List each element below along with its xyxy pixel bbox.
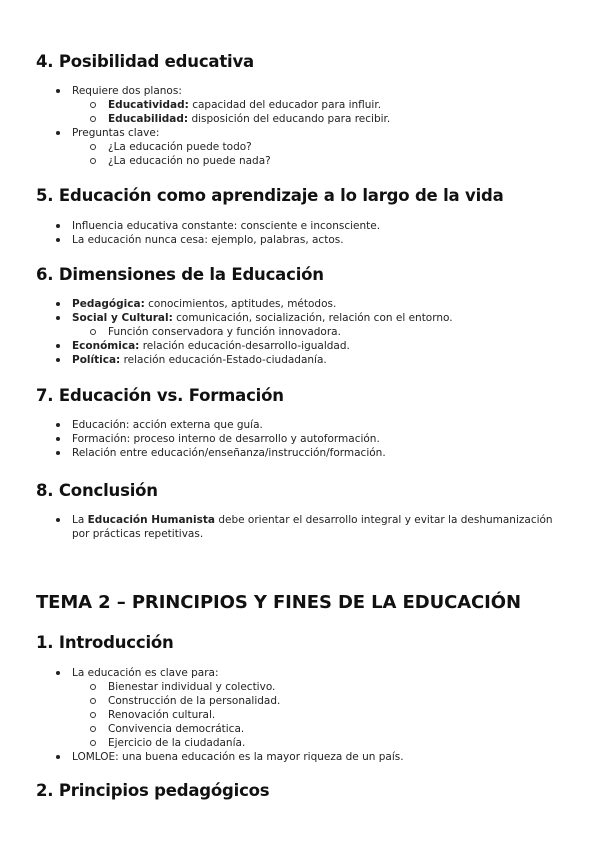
bullet-icon: [56, 238, 60, 242]
circle-bullet-icon: [90, 116, 96, 122]
term-label: Educación Humanista: [87, 514, 215, 526]
bullet-icon: [56, 423, 60, 427]
term-text: capacidad del educador para influir.: [188, 99, 382, 111]
list-item-continuation: por prácticas repetitivas.: [72, 528, 204, 540]
bullet-icon: [56, 437, 60, 441]
sub-list-item-text: ¿La educación puede todo?: [108, 141, 252, 153]
term-text: debe orientar el desarrollo integral y evitar la deshumanización: [214, 514, 553, 526]
circle-bullet-icon: [90, 158, 96, 164]
circle-bullet-icon: [90, 726, 96, 732]
sub-list-item-text: Ejercicio de la ciudadanía.: [108, 737, 246, 749]
term-text: relación educación-Estado-ciudadanía.: [120, 354, 327, 366]
bullet-icon: [56, 344, 60, 348]
text-prefix: La: [72, 514, 88, 526]
sub-list-item-text: Convivencia democrática.: [108, 723, 245, 735]
term-label: Educabilidad:: [108, 113, 189, 125]
list-item-text: Educación: acción externa que guía.: [72, 419, 263, 431]
circle-bullet-icon: [90, 329, 96, 335]
list-item-text: Formación: proceso interno de desarrollo y autoformación.: [72, 433, 380, 445]
bullet-icon: [56, 89, 60, 93]
sub-list-item-text: Bienestar individual y colectivo.: [108, 681, 276, 693]
section-4-heading: 4. Posibilidad educativa: [36, 52, 254, 71]
term-text: disposición del educando para recibir.: [188, 113, 391, 125]
term-text: conocimientos, aptitudes, métodos.: [144, 298, 337, 310]
bullet-icon: [56, 224, 60, 228]
section-8-heading: 8. Conclusión: [36, 481, 158, 500]
term-label: Social y Cultural:: [72, 312, 173, 324]
bullet-icon: [56, 451, 60, 455]
tema2-section-2-heading: 2. Principios pedagógicos: [36, 781, 270, 800]
bullet-icon: [56, 518, 60, 522]
list-item-text: Influencia educativa constante: consciente e inconsciente.: [72, 220, 381, 232]
list-item-text: Relación entre educación/enseñanza/instrucción/formación.: [72, 447, 386, 459]
list-item-text: La educación es clave para:: [72, 667, 219, 679]
bullet-icon: [56, 755, 60, 759]
section-6-heading: 6. Dimensiones de la Educación: [36, 265, 324, 284]
term-label: Pedagógica:: [72, 298, 145, 310]
tema2-section-1-heading: 1. Introducción: [36, 633, 174, 652]
circle-bullet-icon: [90, 102, 96, 108]
term-label: Política:: [72, 354, 121, 366]
circle-bullet-icon: [90, 712, 96, 718]
list-item-text: La educación nunca cesa: ejemplo, palabras, actos.: [72, 234, 344, 246]
bullet-icon: [56, 316, 60, 320]
sub-list-item-text: Función conservadora y función innovadora.: [108, 326, 341, 338]
tema-2-title: TEMA 2 – PRINCIPIOS Y FINES DE LA EDUCACIÓN: [36, 592, 521, 613]
sub-list-item-text: Construcción de la personalidad.: [108, 695, 281, 707]
term-label: Educatividad:: [108, 99, 189, 111]
circle-bullet-icon: [90, 698, 96, 704]
circle-bullet-icon: [90, 740, 96, 746]
list-item-text: Preguntas clave:: [72, 127, 160, 139]
term-text: relación educación-desarrollo-igualdad.: [139, 340, 350, 352]
bullet-icon: [56, 671, 60, 675]
bullet-icon: [56, 131, 60, 135]
sub-list-item-text: Renovación cultural.: [108, 709, 216, 721]
term-label: Económica:: [72, 340, 140, 352]
sub-list-item-text: ¿La educación no puede nada?: [108, 155, 271, 167]
bullet-icon: [56, 358, 60, 362]
section-7-heading: 7. Educación vs. Formación: [36, 386, 284, 405]
circle-bullet-icon: [90, 684, 96, 690]
list-item-text: LOMLOE: una buena educación es la mayor riqueza de un país.: [72, 751, 404, 763]
bullet-icon: [56, 302, 60, 306]
circle-bullet-icon: [90, 144, 96, 150]
list-item-text: Requiere dos planos:: [72, 85, 182, 97]
section-5-heading: 5. Educación como aprendizaje a lo largo de la vida: [36, 186, 504, 205]
term-text: comunicación, socialización, relación con el entorno.: [172, 312, 453, 324]
